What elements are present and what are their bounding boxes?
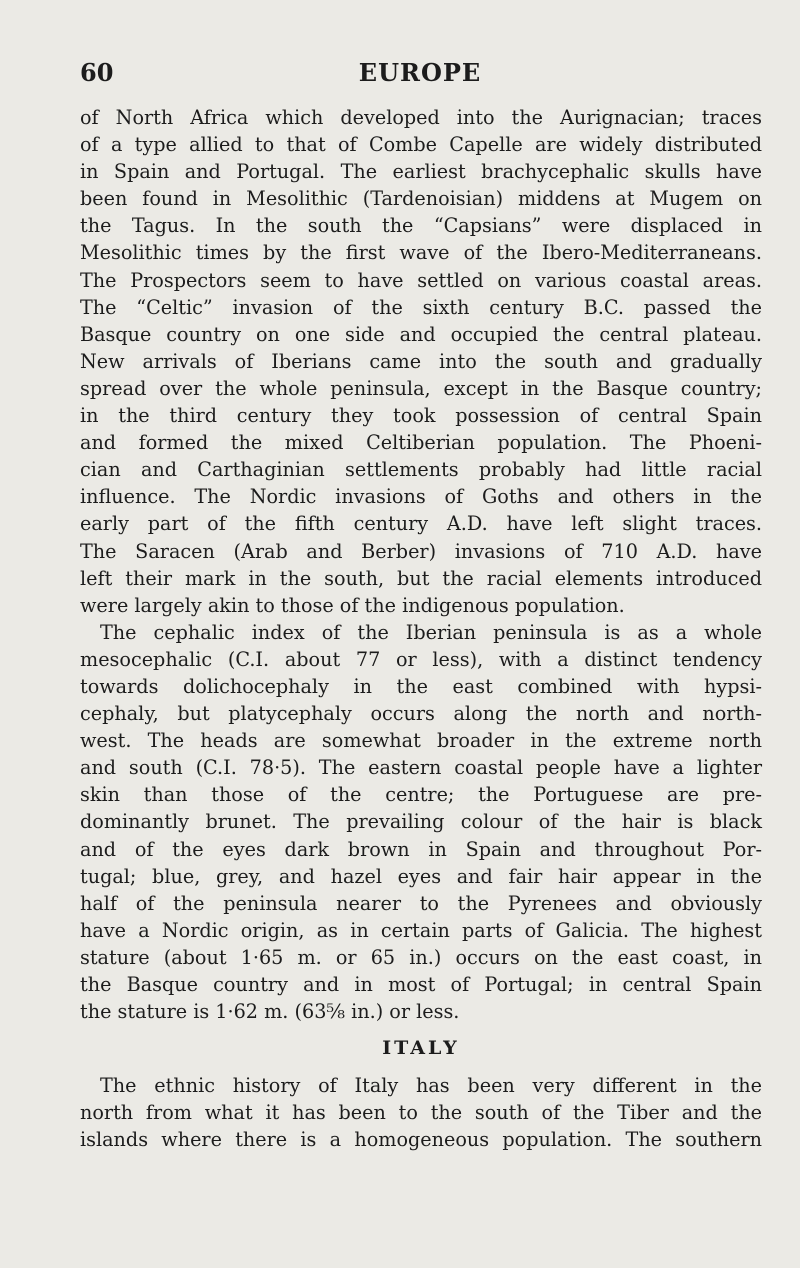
text-line: New arrivals of Iberians came into the south and gradually bbox=[80, 349, 762, 373]
text-line: of a type allied to that of Combe Capelle are widely distributed bbox=[80, 133, 762, 157]
text-line: The “Celtic” invasion of the sixth century B.C. passed the bbox=[80, 295, 762, 319]
text-line: the Basque country and in most of Portugal; in central Spain bbox=[80, 973, 762, 996]
text-line: spread over the whole peninsula, except in the Basque country; bbox=[80, 376, 762, 400]
text-line: The cephalic index of the Iberian peninsula is as a whole bbox=[100, 620, 762, 644]
text-line: mesocephalic (C.I. about 77 or less), with a distinct tendency bbox=[80, 647, 762, 671]
page-header bbox=[80, 58, 760, 94]
text-line: of North Africa which developed into the Aurignacian; traces bbox=[80, 106, 762, 129]
text-line: been found in Mesolithic (Tardenoisian) middens at Mugem on bbox=[80, 187, 762, 211]
text-line: were largely akin to those of the indigenous population. bbox=[80, 593, 625, 617]
text-line: skin than those of the centre; the Portuguese are pre- bbox=[80, 783, 762, 807]
body-text bbox=[80, 104, 762, 1153]
text-line: tugal; blue, grey, and hazel eyes and fair hair appear in the bbox=[80, 864, 762, 888]
text-line: and of the eyes dark brown in Spain and throughout Por- bbox=[80, 837, 762, 861]
text-line: the stature is 1·62 m. (63⅝ in.) or less. bbox=[80, 1000, 460, 1024]
text-line: in the third century they took possession of central Spain bbox=[80, 404, 762, 428]
text-line: The Prospectors seem to have settled on various coastal areas. bbox=[80, 268, 762, 292]
text-line: islands where there is a homogeneous population. The southern bbox=[80, 1128, 762, 1152]
text-line: Mesolithic times by the first wave of the Ibero-Mediterraneans. bbox=[80, 241, 762, 265]
text-line: have a Nordic origin, as in certain parts of Galicia. The highest bbox=[80, 918, 762, 942]
text-line: cephaly, but platycephaly occurs along the north and north- bbox=[80, 702, 762, 726]
text-line: in Spain and Portugal. The earliest brachycephalic skulls have bbox=[80, 160, 762, 184]
text-line: The ethnic history of Italy has been very different in the bbox=[100, 1074, 762, 1098]
running-head: EUROPE bbox=[358, 58, 482, 87]
text-line: dominantly brunet. The prevailing colour of the hair is black bbox=[80, 810, 762, 834]
text-line: the Tagus. In the south the “Capsians” were displaced in bbox=[80, 214, 762, 238]
text-line: and south (C.I. 78·5). The eastern coastal people have a lighter bbox=[80, 756, 762, 780]
text-line: cian and Carthaginian settlements probably had little racial bbox=[80, 458, 762, 482]
text-line: half of the peninsula nearer to the Pyrenees and obviously bbox=[80, 891, 762, 915]
text-line: influence. The Nordic invasions of Goths and others in the bbox=[80, 485, 762, 509]
text-line: towards dolichocephaly in the east combined with hypsi- bbox=[80, 674, 762, 698]
text-line: early part of the fifth century A.D. have left slight traces. bbox=[80, 512, 762, 536]
text-line: north from what it has been to the south of the Tiber and the bbox=[80, 1101, 762, 1125]
section-heading-italy: ITALY bbox=[382, 1037, 460, 1060]
text-line: The Saracen (Arab and Berber) invasions of 710 A.D. have bbox=[80, 539, 762, 563]
text-line: west. The heads are somewhat broader in the extreme north bbox=[80, 729, 762, 753]
text-line: stature (about 1·65 m. or 65 in.) occurs on the east coast, in bbox=[80, 945, 762, 969]
text-line: Basque country on one side and occupied the central plateau. bbox=[80, 322, 762, 346]
text-line: left their mark in the south, but the racial elements introduced bbox=[80, 566, 762, 590]
page-number: 60 bbox=[80, 58, 114, 87]
text-line: and formed the mixed Celtiberian population. The Phoeni- bbox=[80, 431, 762, 455]
